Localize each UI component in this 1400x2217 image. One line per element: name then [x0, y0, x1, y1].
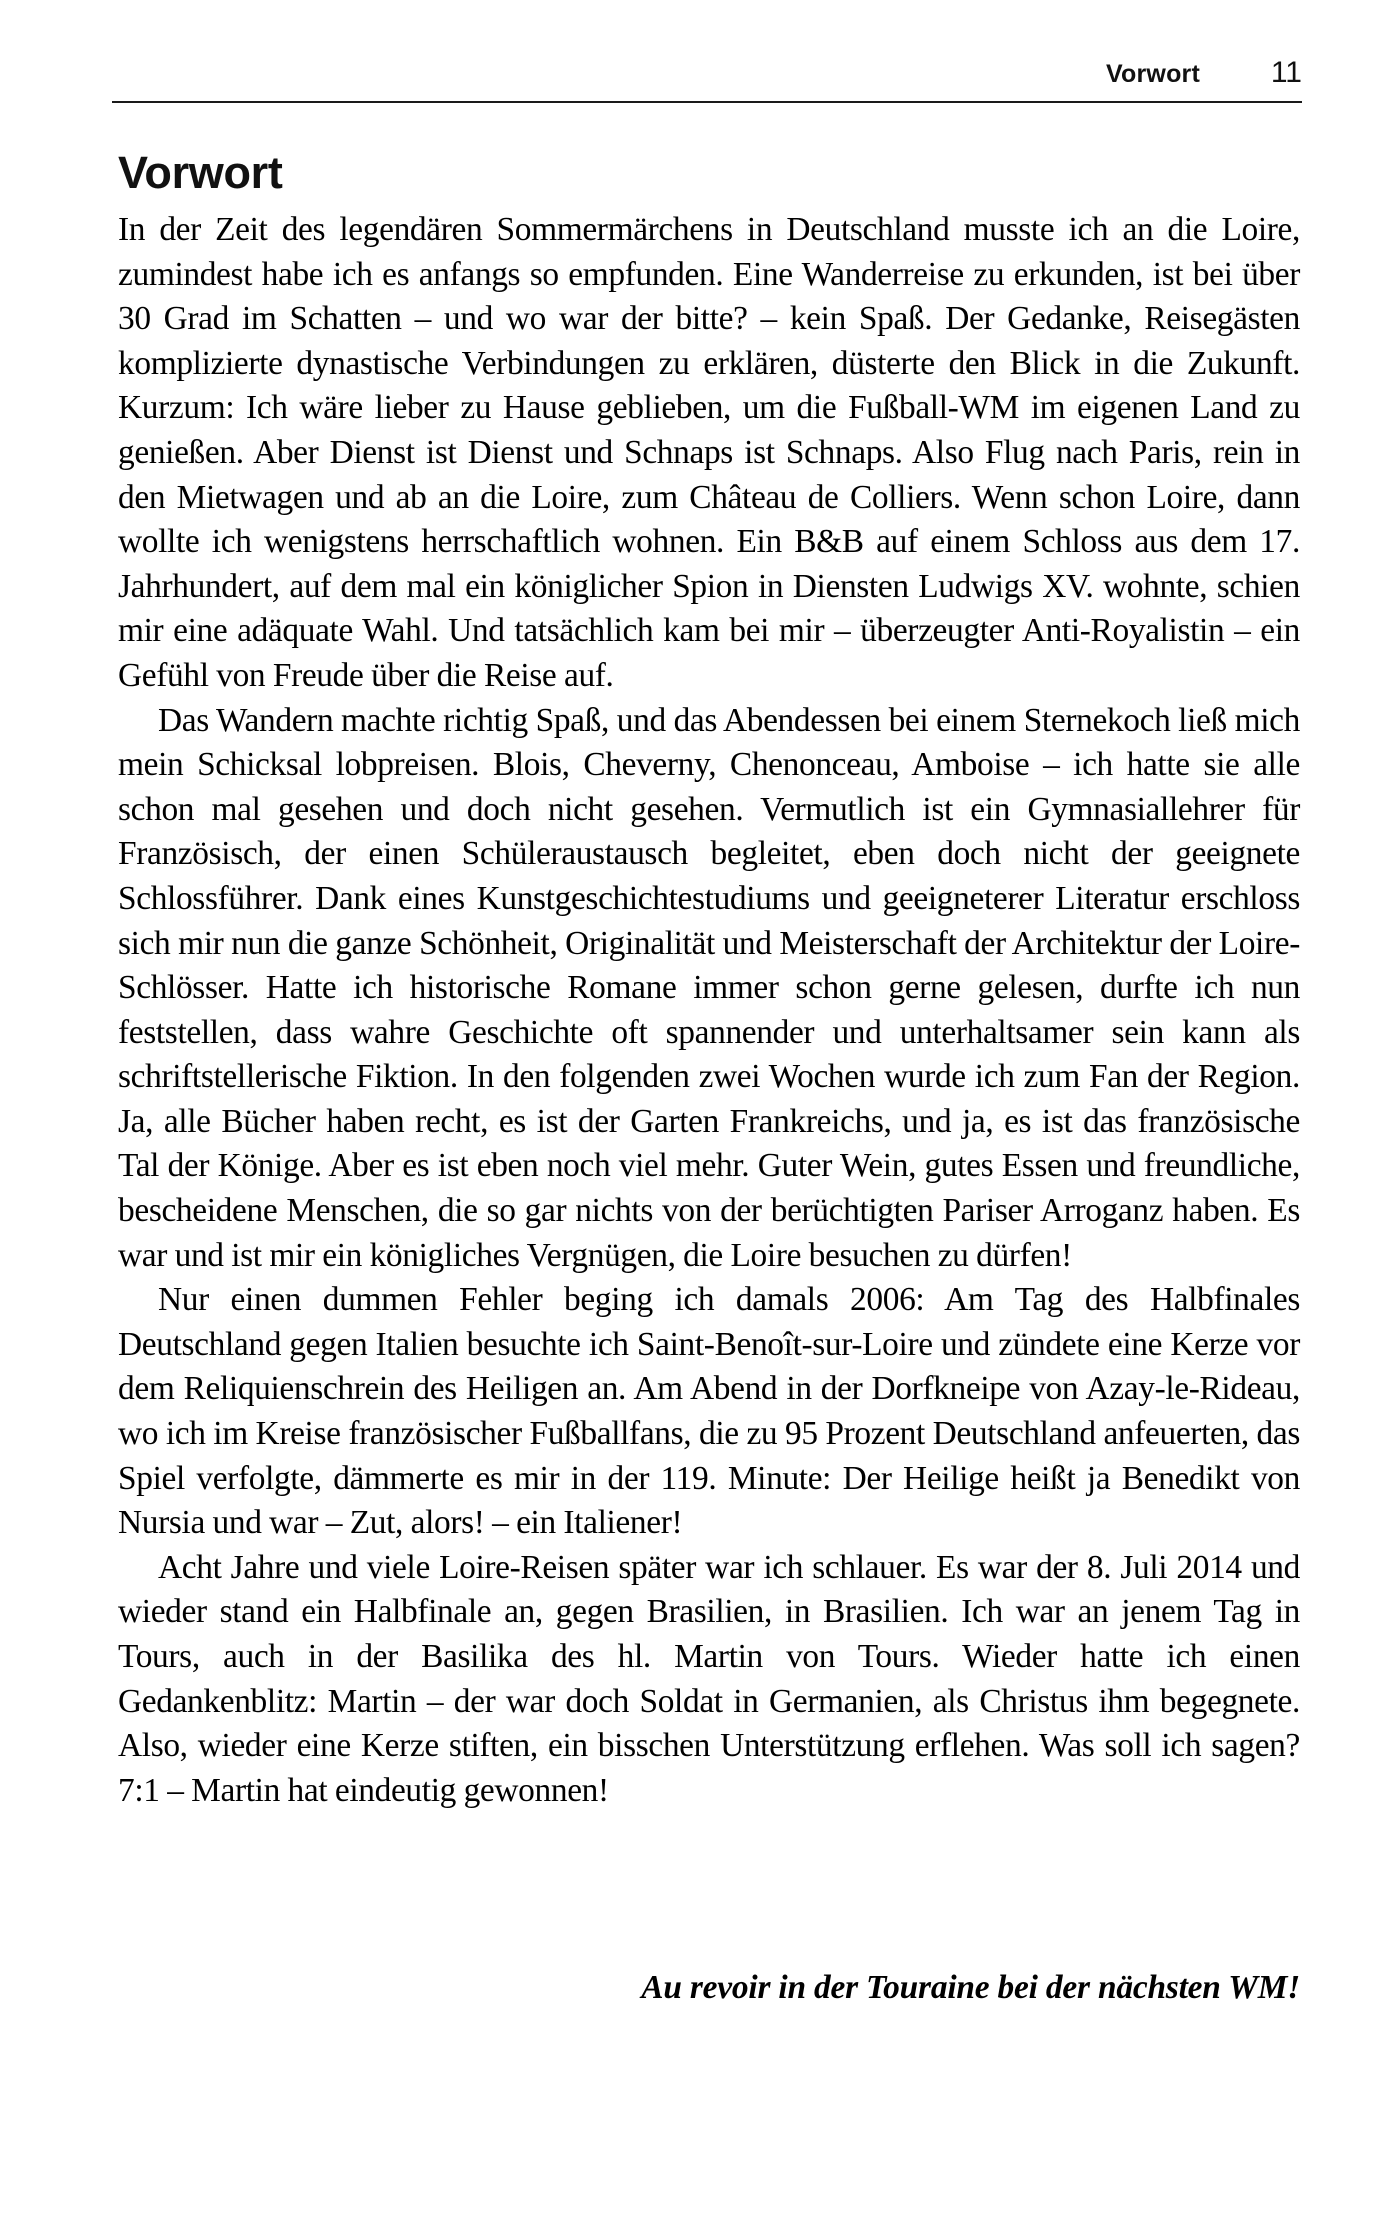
page-number: 11: [1270, 56, 1302, 89]
running-head: [112, 56, 1302, 90]
running-head-title: Vorwort: [1106, 60, 1200, 88]
paragraph-2: Das Wandern machte richtig Spaß, und das Abendessen bei einem Sternekoch ließ mich mein Schicksal lobpreisen. Blois, Cheverny, Chenonceau, Amboise – ich hatte sie alle schon mal gesehen und doch nicht gesehen. Vermutlich ist ein Gymnasiallehrer für Französisch, der einen Schüleraustausch begleitet, eben doch nicht der geeignete Schlossführer. Dank eines Kunstgeschichtestudiums und geeigneterer Literatur erschloss sich mir nun die ganze Schönheit, Originalität und Meisterschaft der Architektur der Loire-Schlösser. Hatte ich historische Romane immer schon gerne gelesen, durfte ich nun feststellen, dass wahre Geschichte oft spannender und unterhaltsamer sein kann als schriftstellerische Fiktion. In den folgenden zwei Wochen wurde ich zum Fan der Region. Ja, alle Bücher haben recht, es ist der Garten Frankreichs, und ja, es ist das französische Tal der Könige. Aber es ist eben noch viel mehr. Guter Wein, gutes Essen und freundliche, bescheidene Menschen, die so gar nichts von der berüchtigten Pariser Arroganz haben. Es war und ist mir ein königliches Vergnügen, die Loire besuchen zu dürfen!: [118, 701, 1300, 1274]
header-rule: [112, 101, 1302, 103]
paragraph-4: Acht Jahre und viele Loire-Reisen später war ich schlauer. Es war der 8. Juli 2014 und wieder stand ein Halbfinale an, gegen Brasilien, in Brasilien. Ich war an jenem Tag in Tours, auch in der Basilika des hl. Martin von Tours. Wieder hatte ich einen Gedankenblitz: Martin – der war doch Soldat in Germanien, als Christus ihm begegnete. Also, wieder eine Kerze stiften, ein bisschen Unterstützung erflehen. Was soll ich sagen? 7:1 – Martin hat eindeutig gewonnen!: [118, 1548, 1300, 1809]
page-title: Vorwort: [118, 147, 283, 199]
closing-line: Au revoir in der Touraine bei der nächsten WM!: [641, 1969, 1300, 2006]
body-text: [118, 208, 1300, 1813]
paragraph-3: Nur einen dummen Fehler beging ich damals 2006: Am Tag des Halbfinales Deutschland gegen Italien besuchte ich Saint-Benoît-sur-Loire und zündete eine Kerze vor dem Reliquienschrein des Heiligen an. Am Abend in der Dorfkneipe von Azay-le-Rideau, wo ich im Kreise französischer Fußballfans, die zu 95 Prozent Deutschland anfeuerten, das Spiel verfolgte, dämmerte es mir in der 119. Minute: Der Heilige heißt ja Benedikt von Nursia und war – Zut, alors! – ein Italiener!: [118, 1281, 1300, 1542]
paragraph-1: In der Zeit des legendären Sommermärchens in Deutschland musste ich an die Loire, zumindest habe ich es anfangs so empfunden. Eine Wanderreise zu erkunden, ist bei über 30 Grad im Schatten – und wo war der bitte? – kein Spaß. Der Gedanke, Reisegästen komplizierte dynastische Verbindungen zu erklären, düsterte den Blick in die Zukunft. Kurzum: Ich wäre lieber zu Hause geblieben, um die Fußball-WM im eigenen Land zu genießen. Aber Dienst ist Dienst und Schnaps ist Schnaps. Also Flug nach Paris, rein in den Mietwagen und ab an die Loire, zum Château de Colliers. Wenn schon Loire, dann wollte ich wenigstens herrschaftlich wohnen. Ein B&B auf einem Schloss aus dem 17. Jahrhundert, auf dem mal ein königlicher Spion in Diensten Ludwigs XV. wohnte, schien mir eine adäquate Wahl. Und tatsächlich kam bei mir – überzeugter Anti-Royalistin – ein Gefühl von Freude über die Reise auf.: [118, 211, 1300, 694]
